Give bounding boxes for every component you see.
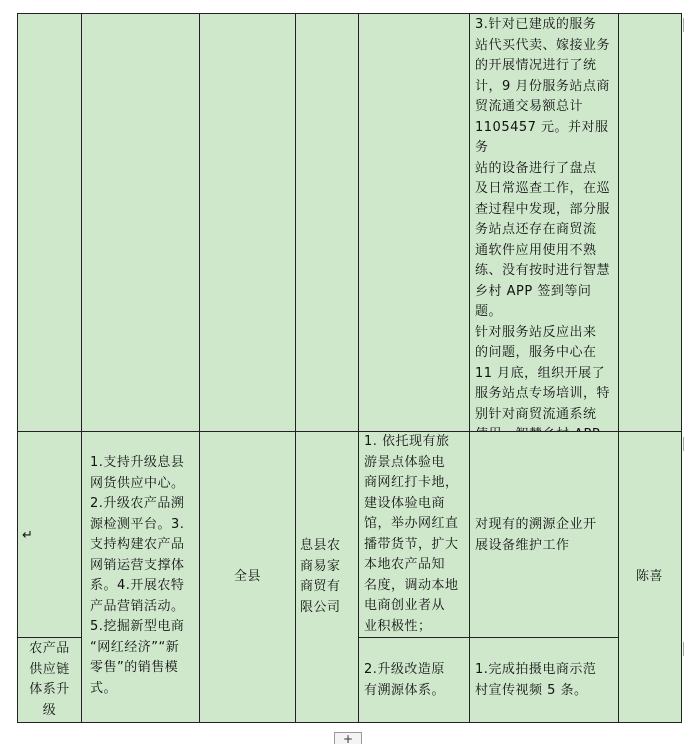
add-row-button[interactable] <box>334 732 362 744</box>
category-text: 农产品 供应链 体系升 级 <box>29 641 70 718</box>
cell-person <box>619 432 681 722</box>
tasks-text: 1.支持升级息县 网货供应中心。 2.升级农产品溯 源检测平台。3. 支持构建农产品 网销运营支撑体 系。4.开展农特 产品营销活动。 5.挖掘新型电商 “网红经济”“新 零售”的销售模 式。 <box>90 455 185 696</box>
col-line-5 <box>469 13 470 723</box>
progress2-text: 1.完成拍摄电商示范 村宣传视频 5 条。 <box>475 662 597 698</box>
col-line-2 <box>199 13 200 723</box>
table-border-top <box>17 13 682 14</box>
measure2-text: 2.升级改造原 有溯源体系。 <box>364 662 446 698</box>
cell-scope <box>200 432 295 722</box>
measure1-text: 1. 依托现有旅 游景点体验电 商网红打卡地， 建设体验电商 馆，举办网红直 播带货节，扩大 本地农产品知 名度，调动本地 电商创业者从 业积极性； <box>364 434 459 634</box>
table-border-right <box>681 13 682 723</box>
cell-upper-col2 <box>82 14 199 431</box>
row-end-marker <box>683 18 689 32</box>
cell-divider-col1 <box>17 637 82 638</box>
scope-text: 全县 <box>233 569 261 584</box>
para-mark: ↵ <box>22 528 34 543</box>
progress1-text: 对现有的溯源企业开 展设备维护工作 <box>475 517 597 553</box>
table-border-left <box>17 13 18 723</box>
cell-measure1 <box>359 432 469 637</box>
cell-upper-col6 <box>470 14 618 431</box>
table-border-bottom <box>17 722 682 723</box>
row-end-marker <box>683 437 689 451</box>
company-text: 息县农 商易家 商贸有 限公司 <box>300 538 341 615</box>
progress-report-text: 3.针对已建成的服务 站代买代卖、嫁接业务 的开展情况进行了统 计，9 月份服务站点商 贸流通交易额总计 1105457 元。并对服务 站的设备进行了盘点 及日常巡查工作，在巡 查过程中发现，部分服 务站点还存在商贸流 通软件应用使用不熟 练、没有按时进行智慧 乡村 APP 签到等问题。 针对服务站反应出来 的问题，服务中心在 11 月底，组织开展了 服务站点专场培训，特 别针对商贸流通系统 <box>475 17 611 422</box>
col-line-1 <box>81 13 82 723</box>
cell-upper-col4 <box>296 14 358 431</box>
col-line-4 <box>358 13 359 723</box>
col-line-6 <box>618 13 619 723</box>
person-text: 陈喜 <box>636 569 664 584</box>
col-line-3 <box>295 13 296 723</box>
cell-upper-col1 <box>18 14 81 431</box>
cell-measure2 <box>359 638 469 722</box>
cell-upper-col5 <box>359 14 469 431</box>
cell-upper-col3 <box>200 14 295 431</box>
row-end-marker <box>683 642 689 656</box>
cell-tasks <box>82 432 199 722</box>
cell-upper-col7 <box>619 14 681 431</box>
cell-category <box>18 638 81 722</box>
table-row-divider <box>17 431 682 432</box>
cell-progress1 <box>470 432 618 637</box>
cell-divider-col5-6 <box>358 637 619 638</box>
cell-lower-col1-top <box>18 432 81 637</box>
cell-progress2 <box>470 638 618 722</box>
plus-icon: + <box>342 732 354 746</box>
cell-company <box>296 432 358 722</box>
